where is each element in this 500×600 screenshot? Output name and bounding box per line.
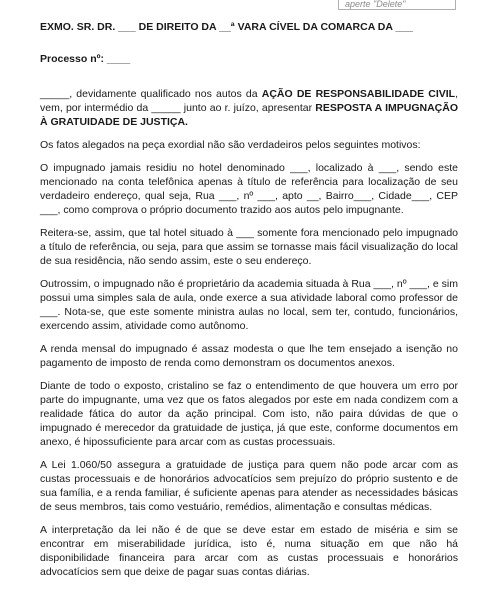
action-name: AÇÃO DE RESPONSABILIDADE CIVIL xyxy=(261,88,456,100)
paragraph: A Lei 1.060/50 assegura a gratuidade de justiça para quem não pode arcar com as custas processuais e de honorários advocatícios sem prejuízo do próprio sustento e de sua família, e a renda familiar, é suficiente apenas para atender as necessidades básicas de seus membros, tais como vestuário, remédios, alimentação e consultas médicas. xyxy=(40,459,458,513)
response-title: RESPOSTA A IMPUGNAÇÃO À GRATUIDADE DE JUSTIÇA. xyxy=(40,102,458,128)
process-number-line: Processo nº: ____ xyxy=(40,53,131,65)
intro-text-start: _____, devidamente qualificado nos autos da xyxy=(40,88,262,100)
document-heading: EXMO. SR. DR. ___ DE DIREITO DA __ª VARA CÍVEL DA COMARCA DA ___ xyxy=(40,21,414,33)
paragraph: A interpretação da lei não é de que se deve estar em estado de miséria e sim se encontrar em miserabilidade jurídica, isto é, numa situação em que não há disponibilidade financeira para arcar com as custas processuais e honorários advocatícios sem que deixe de pagar suas contas diárias. xyxy=(40,524,458,578)
paragraph: Os fatos alegados na peça exordial não são verdadeiros pelos seguintes motivos: xyxy=(40,139,421,151)
instruction-hint: aperte "Delete" xyxy=(338,0,456,10)
paragraph: A renda mensal do impugnado é assaz modesta o que lhe tem ensejado a isenção no pagamento de imposto de renda como demonstram os documentos anexos. xyxy=(40,343,458,369)
paragraph: Outrossim, o impugnado não é proprietário da academia situada à Rua ___, nº ___, e sim possui uma simples sala de aula, onde exerce a sua atividade laboral como professor de ___. Nota-se, que este somente ministra aulas no local, sem ter, contudo, funcionários, exercendo assim, atividade como autônomo. xyxy=(40,278,458,332)
paragraph: Reitera-se, assim, que tal hotel situado à ___ somente fora mencionado pelo impugnado a título de referência, ou seja, para que assim se tornasse mais fácil visualização do local de sua residência, não sendo assim, este o seu endereço. xyxy=(40,227,458,267)
document-body xyxy=(40,20,458,588)
paragraph: Diante de todo o exposto, cristalino se faz o entendimento de que houvera um erro por parte do impugnante, uma vez que os fatos alegados por este em nada condizem com a realidade fática do autor da ação principal. Com isto, não paira dúvidas de que o impugnado é merecedor da gratuidade de justiça, já que este, conforme documentos em anexo, é hipossuficiente para arcar com as custas processuais. xyxy=(40,380,458,448)
paragraph: O impugnado jamais residiu no hotel denominado ___, localizado à ___, sendo este mencionado na conta telefônica apenas à título de referência para localização de seu verdadeiro endereço, qual seja, Rua ___, nº ___, apto __, Bairro___, Cidade___, CEP ___, como comprova o próprio documento trazido aos autos pelo impugnante. xyxy=(40,162,458,216)
intro-paragraph xyxy=(40,87,458,129)
intro-text-middle: , vem, por intermédio da _____ junto ao r. juízo, apresentar xyxy=(40,88,458,114)
